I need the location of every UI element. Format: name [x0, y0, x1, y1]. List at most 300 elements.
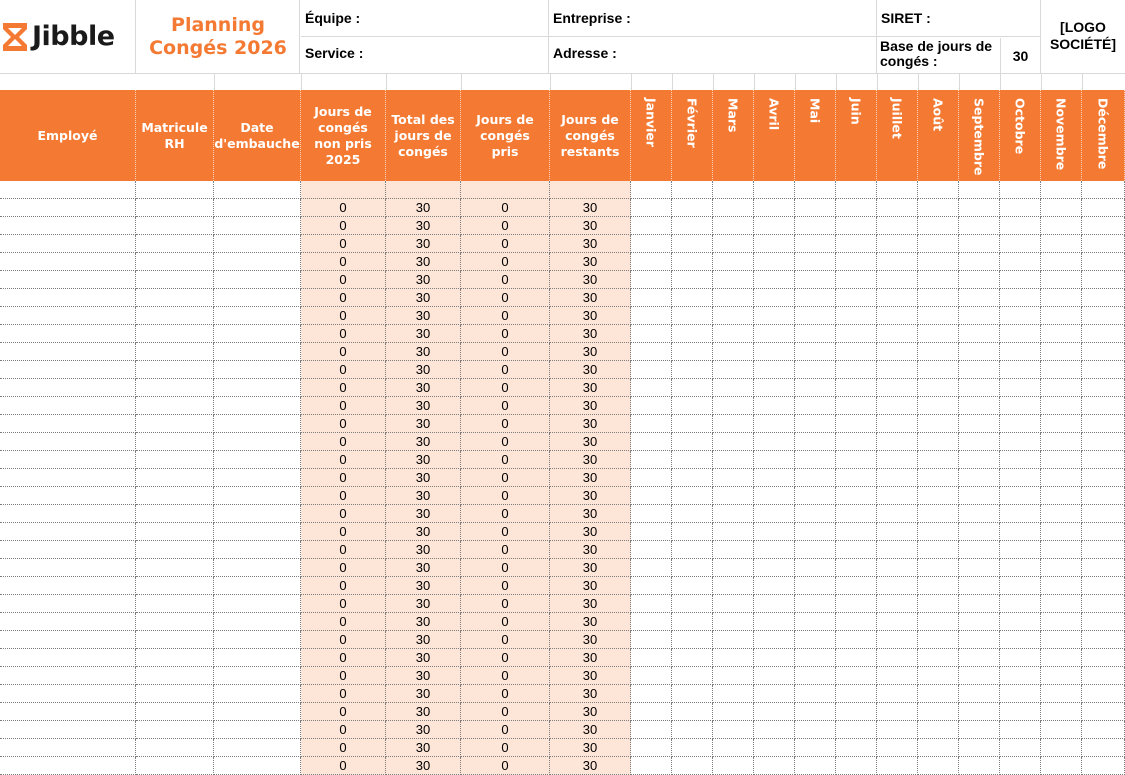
cell-non-pris[interactable]: 0 [301, 271, 386, 289]
cell-month[interactable] [1082, 505, 1125, 523]
cell-restants[interactable]: 30 [550, 721, 631, 739]
cell-month[interactable] [1000, 307, 1041, 325]
cell-month[interactable] [877, 325, 918, 343]
cell-matricule[interactable] [136, 235, 214, 253]
cell-month[interactable] [672, 649, 713, 667]
cell-employe[interactable] [0, 721, 136, 739]
cell-month[interactable] [836, 577, 877, 595]
cell-month[interactable] [672, 577, 713, 595]
cell-month[interactable] [1000, 469, 1041, 487]
cell-pris[interactable]: 0 [461, 379, 550, 397]
cell-employe[interactable] [0, 181, 136, 199]
cell-non-pris[interactable]: 0 [301, 703, 386, 721]
cell-month[interactable] [836, 703, 877, 721]
cell-month[interactable] [795, 487, 836, 505]
cell-employe[interactable] [0, 757, 136, 775]
cell-restants[interactable]: 30 [550, 271, 631, 289]
cell-month[interactable] [877, 703, 918, 721]
cell-month[interactable] [795, 343, 836, 361]
cell-month[interactable] [918, 649, 959, 667]
cell-month[interactable] [754, 181, 795, 199]
cell-date-embauche[interactable] [214, 361, 301, 379]
cell-pris[interactable]: 0 [461, 505, 550, 523]
cell-month[interactable] [672, 721, 713, 739]
cell-month[interactable] [672, 325, 713, 343]
cell-employe[interactable] [0, 361, 136, 379]
cell-month[interactable] [918, 613, 959, 631]
cell-month[interactable] [1041, 559, 1082, 577]
cell-pris[interactable]: 0 [461, 361, 550, 379]
cell-month[interactable] [631, 325, 672, 343]
cell-month[interactable] [1000, 577, 1041, 595]
cell-total[interactable]: 30 [386, 289, 461, 307]
cell-employe[interactable] [0, 307, 136, 325]
cell-month[interactable] [959, 613, 1000, 631]
cell-month[interactable] [918, 703, 959, 721]
cell-month[interactable] [1041, 289, 1082, 307]
cell-month[interactable] [959, 343, 1000, 361]
cell-month[interactable] [1041, 685, 1082, 703]
cell-employe[interactable] [0, 577, 136, 595]
cell-month[interactable] [1082, 343, 1125, 361]
cell-month[interactable] [1000, 361, 1041, 379]
cell-matricule[interactable] [136, 667, 214, 685]
cell-date-embauche[interactable] [214, 181, 301, 199]
col-header-month[interactable] [1041, 90, 1082, 181]
cell-month[interactable] [1000, 613, 1041, 631]
cell-month[interactable] [1041, 361, 1082, 379]
cell-month[interactable] [836, 721, 877, 739]
cell-month[interactable] [631, 757, 672, 775]
cell-month[interactable] [918, 469, 959, 487]
cell-month[interactable] [836, 199, 877, 217]
cell-date-embauche[interactable] [214, 199, 301, 217]
cell-month[interactable] [1041, 343, 1082, 361]
cell-month[interactable] [795, 577, 836, 595]
cell-month[interactable] [877, 631, 918, 649]
cell-month[interactable] [918, 415, 959, 433]
cell-month[interactable] [1000, 217, 1041, 235]
cell-pris[interactable]: 0 [461, 757, 550, 775]
cell-non-pris[interactable]: 0 [301, 505, 386, 523]
cell-month[interactable] [1082, 541, 1125, 559]
cell-month[interactable] [1082, 523, 1125, 541]
cell-month[interactable] [836, 271, 877, 289]
cell-month[interactable] [1000, 685, 1041, 703]
cell-month[interactable] [1000, 739, 1041, 757]
cell-month[interactable] [631, 739, 672, 757]
cell-month[interactable] [1041, 181, 1082, 199]
cell-matricule[interactable] [136, 685, 214, 703]
col-header-month[interactable] [1082, 90, 1125, 181]
cell-employe[interactable] [0, 559, 136, 577]
cell-month[interactable] [795, 307, 836, 325]
cell-month[interactable] [754, 757, 795, 775]
cell-pris[interactable]: 0 [461, 595, 550, 613]
cell-month[interactable] [631, 523, 672, 541]
cell-month[interactable] [918, 487, 959, 505]
cell-month[interactable] [877, 595, 918, 613]
cell-non-pris[interactable]: 0 [301, 397, 386, 415]
cell-month[interactable] [713, 667, 754, 685]
cell-month[interactable] [877, 541, 918, 559]
cell-date-embauche[interactable] [214, 325, 301, 343]
cell-restants[interactable]: 30 [550, 559, 631, 577]
cell-date-embauche[interactable] [214, 343, 301, 361]
cell-month[interactable] [754, 325, 795, 343]
cell-pris[interactable]: 0 [461, 703, 550, 721]
cell-month[interactable] [918, 253, 959, 271]
cell-month[interactable] [1082, 649, 1125, 667]
cell-month[interactable] [713, 379, 754, 397]
cell-month[interactable] [836, 217, 877, 235]
cell-month[interactable] [713, 757, 754, 775]
col-header-month[interactable] [672, 90, 713, 181]
cell-total[interactable]: 30 [386, 379, 461, 397]
cell-month[interactable] [1082, 595, 1125, 613]
base-jours-value[interactable]: 30 [1000, 38, 1041, 73]
cell-restants[interactable]: 30 [550, 433, 631, 451]
cell-date-embauche[interactable] [214, 307, 301, 325]
cell-month[interactable] [672, 307, 713, 325]
cell-total[interactable]: 30 [386, 523, 461, 541]
cell-month[interactable] [754, 451, 795, 469]
cell-month[interactable] [1041, 523, 1082, 541]
cell-month[interactable] [836, 505, 877, 523]
cell-month[interactable] [713, 505, 754, 523]
cell-restants[interactable]: 30 [550, 739, 631, 757]
cell-total[interactable]: 30 [386, 595, 461, 613]
cell-month[interactable] [795, 685, 836, 703]
cell-month[interactable] [959, 523, 1000, 541]
cell-matricule[interactable] [136, 523, 214, 541]
cell-month[interactable] [1041, 199, 1082, 217]
col-header-month[interactable] [877, 90, 918, 181]
cell-month[interactable] [1082, 397, 1125, 415]
cell-pris[interactable]: 0 [461, 631, 550, 649]
col-header-total[interactable]: Total des jours de congés [386, 90, 461, 181]
cell-month[interactable] [672, 397, 713, 415]
cell-month[interactable] [754, 379, 795, 397]
cell-restants[interactable]: 30 [550, 289, 631, 307]
cell-month[interactable] [1082, 703, 1125, 721]
cell-month[interactable] [959, 559, 1000, 577]
cell-matricule[interactable] [136, 541, 214, 559]
cell-month[interactable] [836, 397, 877, 415]
cell-month[interactable] [1082, 235, 1125, 253]
cell-month[interactable] [877, 667, 918, 685]
cell-month[interactable] [1000, 271, 1041, 289]
cell-month[interactable] [1082, 469, 1125, 487]
cell-month[interactable] [631, 577, 672, 595]
cell-month[interactable] [754, 649, 795, 667]
cell-non-pris[interactable]: 0 [301, 253, 386, 271]
cell-month[interactable] [959, 505, 1000, 523]
col-header-restants[interactable]: Jours de congés restants [550, 90, 631, 181]
cell-month[interactable] [713, 685, 754, 703]
cell-month[interactable] [1082, 379, 1125, 397]
cell-month[interactable] [877, 577, 918, 595]
cell-month[interactable] [754, 307, 795, 325]
cell-month[interactable] [672, 271, 713, 289]
cell-month[interactable] [631, 397, 672, 415]
cell-restants[interactable]: 30 [550, 667, 631, 685]
cell-employe[interactable] [0, 217, 136, 235]
cell-month[interactable] [1041, 415, 1082, 433]
cell-date-embauche[interactable] [214, 415, 301, 433]
cell-month[interactable] [713, 217, 754, 235]
cell-month[interactable] [959, 487, 1000, 505]
cell-matricule[interactable] [136, 613, 214, 631]
cell-date-embauche[interactable] [214, 469, 301, 487]
cell-month[interactable] [1041, 253, 1082, 271]
cell-month[interactable] [918, 379, 959, 397]
cell-non-pris[interactable]: 0 [301, 343, 386, 361]
cell-month[interactable] [877, 613, 918, 631]
cell-month[interactable] [877, 181, 918, 199]
cell-month[interactable] [918, 595, 959, 613]
cell-month[interactable] [1082, 289, 1125, 307]
cell-month[interactable] [836, 289, 877, 307]
cell-month[interactable] [1082, 361, 1125, 379]
cell-month[interactable] [1082, 451, 1125, 469]
cell-month[interactable] [877, 415, 918, 433]
cell-restants[interactable]: 30 [550, 469, 631, 487]
cell-month[interactable] [713, 559, 754, 577]
cell-date-embauche[interactable] [214, 595, 301, 613]
cell-month[interactable] [1041, 451, 1082, 469]
cell-month[interactable] [1000, 343, 1041, 361]
cell-month[interactable] [1000, 703, 1041, 721]
cell-month[interactable] [631, 487, 672, 505]
cell-month[interactable] [672, 505, 713, 523]
cell-month[interactable] [836, 613, 877, 631]
cell-pris[interactable]: 0 [461, 325, 550, 343]
cell-month[interactable] [877, 361, 918, 379]
cell-month[interactable] [918, 541, 959, 559]
cell-month[interactable] [877, 289, 918, 307]
cell-month[interactable] [713, 397, 754, 415]
cell-month[interactable] [754, 559, 795, 577]
cell-month[interactable] [713, 199, 754, 217]
cell-month[interactable] [959, 181, 1000, 199]
cell-month[interactable] [1082, 253, 1125, 271]
cell-non-pris[interactable]: 0 [301, 523, 386, 541]
cell-total[interactable]: 30 [386, 307, 461, 325]
cell-total[interactable]: 30 [386, 613, 461, 631]
cell-matricule[interactable] [136, 649, 214, 667]
cell-month[interactable] [795, 235, 836, 253]
cell-month[interactable] [795, 253, 836, 271]
cell-month[interactable] [795, 505, 836, 523]
cell-month[interactable] [795, 289, 836, 307]
cell-month[interactable] [631, 181, 672, 199]
cell-month[interactable] [836, 307, 877, 325]
cell-total[interactable]: 30 [386, 253, 461, 271]
cell-total[interactable]: 30 [386, 235, 461, 253]
cell-month[interactable] [918, 397, 959, 415]
cell-employe[interactable] [0, 199, 136, 217]
cell-month[interactable] [754, 415, 795, 433]
cell-employe[interactable] [0, 397, 136, 415]
cell-month[interactable] [836, 379, 877, 397]
cell-month[interactable] [877, 379, 918, 397]
cell-month[interactable] [672, 487, 713, 505]
cell-month[interactable] [754, 541, 795, 559]
cell-pris[interactable]: 0 [461, 451, 550, 469]
cell-month[interactable] [795, 595, 836, 613]
cell-non-pris[interactable]: 0 [301, 667, 386, 685]
cell-pris[interactable]: 0 [461, 235, 550, 253]
cell-non-pris[interactable]: 0 [301, 595, 386, 613]
cell-month[interactable] [795, 559, 836, 577]
cell-matricule[interactable] [136, 217, 214, 235]
cell-restants[interactable]: 30 [550, 253, 631, 271]
cell-month[interactable] [877, 271, 918, 289]
cell-month[interactable] [836, 757, 877, 775]
cell-matricule[interactable] [136, 577, 214, 595]
cell-month[interactable] [959, 721, 1000, 739]
cell-month[interactable] [795, 181, 836, 199]
cell-month[interactable] [754, 505, 795, 523]
cell-month[interactable] [631, 433, 672, 451]
cell-month[interactable] [672, 199, 713, 217]
cell-non-pris[interactable]: 0 [301, 739, 386, 757]
cell-month[interactable] [918, 199, 959, 217]
cell-month[interactable] [836, 253, 877, 271]
cell-non-pris[interactable]: 0 [301, 541, 386, 559]
cell-restants[interactable]: 30 [550, 217, 631, 235]
cell-month[interactable] [918, 505, 959, 523]
cell-total[interactable]: 30 [386, 343, 461, 361]
cell-pris[interactable] [461, 181, 550, 199]
cell-month[interactable] [959, 649, 1000, 667]
cell-month[interactable] [918, 289, 959, 307]
cell-matricule[interactable] [136, 703, 214, 721]
cell-month[interactable] [877, 649, 918, 667]
cell-month[interactable] [836, 469, 877, 487]
cell-restants[interactable]: 30 [550, 631, 631, 649]
cell-month[interactable] [1000, 253, 1041, 271]
cell-month[interactable] [795, 757, 836, 775]
cell-date-embauche[interactable] [214, 667, 301, 685]
cell-month[interactable] [754, 361, 795, 379]
cell-pris[interactable]: 0 [461, 667, 550, 685]
cell-non-pris[interactable]: 0 [301, 469, 386, 487]
cell-month[interactable] [713, 703, 754, 721]
cell-month[interactable] [1000, 235, 1041, 253]
cell-month[interactable] [795, 199, 836, 217]
cell-month[interactable] [672, 343, 713, 361]
cell-month[interactable] [795, 703, 836, 721]
cell-pris[interactable]: 0 [461, 469, 550, 487]
cell-pris[interactable]: 0 [461, 721, 550, 739]
cell-month[interactable] [1000, 415, 1041, 433]
cell-month[interactable] [1041, 757, 1082, 775]
cell-month[interactable] [672, 703, 713, 721]
cell-non-pris[interactable]: 0 [301, 577, 386, 595]
cell-month[interactable] [754, 271, 795, 289]
cell-non-pris[interactable]: 0 [301, 631, 386, 649]
cell-month[interactable] [795, 721, 836, 739]
cell-month[interactable] [959, 757, 1000, 775]
cell-employe[interactable] [0, 253, 136, 271]
cell-month[interactable] [1041, 307, 1082, 325]
cell-employe[interactable] [0, 271, 136, 289]
cell-restants[interactable]: 30 [550, 703, 631, 721]
cell-month[interactable] [959, 433, 1000, 451]
cell-month[interactable] [877, 469, 918, 487]
cell-month[interactable] [631, 235, 672, 253]
cell-pris[interactable]: 0 [461, 541, 550, 559]
cell-month[interactable] [631, 559, 672, 577]
cell-month[interactable] [918, 631, 959, 649]
cell-employe[interactable] [0, 343, 136, 361]
cell-matricule[interactable] [136, 289, 214, 307]
cell-month[interactable] [1082, 433, 1125, 451]
cell-month[interactable] [754, 631, 795, 649]
cell-month[interactable] [877, 487, 918, 505]
cell-month[interactable] [1000, 505, 1041, 523]
cell-date-embauche[interactable] [214, 721, 301, 739]
cell-month[interactable] [1041, 541, 1082, 559]
cell-month[interactable] [631, 451, 672, 469]
cell-restants[interactable]: 30 [550, 397, 631, 415]
cell-month[interactable] [631, 253, 672, 271]
cell-matricule[interactable] [136, 361, 214, 379]
cell-pris[interactable]: 0 [461, 271, 550, 289]
cell-month[interactable] [836, 325, 877, 343]
cell-matricule[interactable] [136, 451, 214, 469]
cell-month[interactable] [877, 433, 918, 451]
cell-month[interactable] [918, 577, 959, 595]
cell-month[interactable] [713, 433, 754, 451]
cell-non-pris[interactable]: 0 [301, 235, 386, 253]
cell-total[interactable]: 30 [386, 199, 461, 217]
cell-month[interactable] [631, 343, 672, 361]
cell-matricule[interactable] [136, 487, 214, 505]
cell-pris[interactable]: 0 [461, 685, 550, 703]
cell-month[interactable] [795, 631, 836, 649]
cell-month[interactable] [672, 433, 713, 451]
cell-month[interactable] [713, 361, 754, 379]
cell-restants[interactable]: 30 [550, 361, 631, 379]
cell-pris[interactable]: 0 [461, 343, 550, 361]
cell-month[interactable] [672, 757, 713, 775]
cell-total[interactable]: 30 [386, 361, 461, 379]
cell-month[interactable] [1000, 451, 1041, 469]
cell-date-embauche[interactable] [214, 487, 301, 505]
cell-month[interactable] [959, 451, 1000, 469]
cell-month[interactable] [795, 523, 836, 541]
col-header-month[interactable] [918, 90, 959, 181]
cell-month[interactable] [918, 433, 959, 451]
cell-total[interactable]: 30 [386, 577, 461, 595]
cell-employe[interactable] [0, 703, 136, 721]
cell-month[interactable] [1082, 757, 1125, 775]
cell-month[interactable] [1082, 739, 1125, 757]
cell-restants[interactable]: 30 [550, 523, 631, 541]
cell-month[interactable] [877, 217, 918, 235]
cell-month[interactable] [1000, 289, 1041, 307]
cell-month[interactable] [754, 253, 795, 271]
cell-total[interactable]: 30 [386, 217, 461, 235]
cell-month[interactable] [836, 541, 877, 559]
col-header-employe[interactable]: Employé [0, 90, 136, 181]
cell-month[interactable] [754, 289, 795, 307]
cell-month[interactable] [877, 235, 918, 253]
cell-month[interactable] [713, 181, 754, 199]
